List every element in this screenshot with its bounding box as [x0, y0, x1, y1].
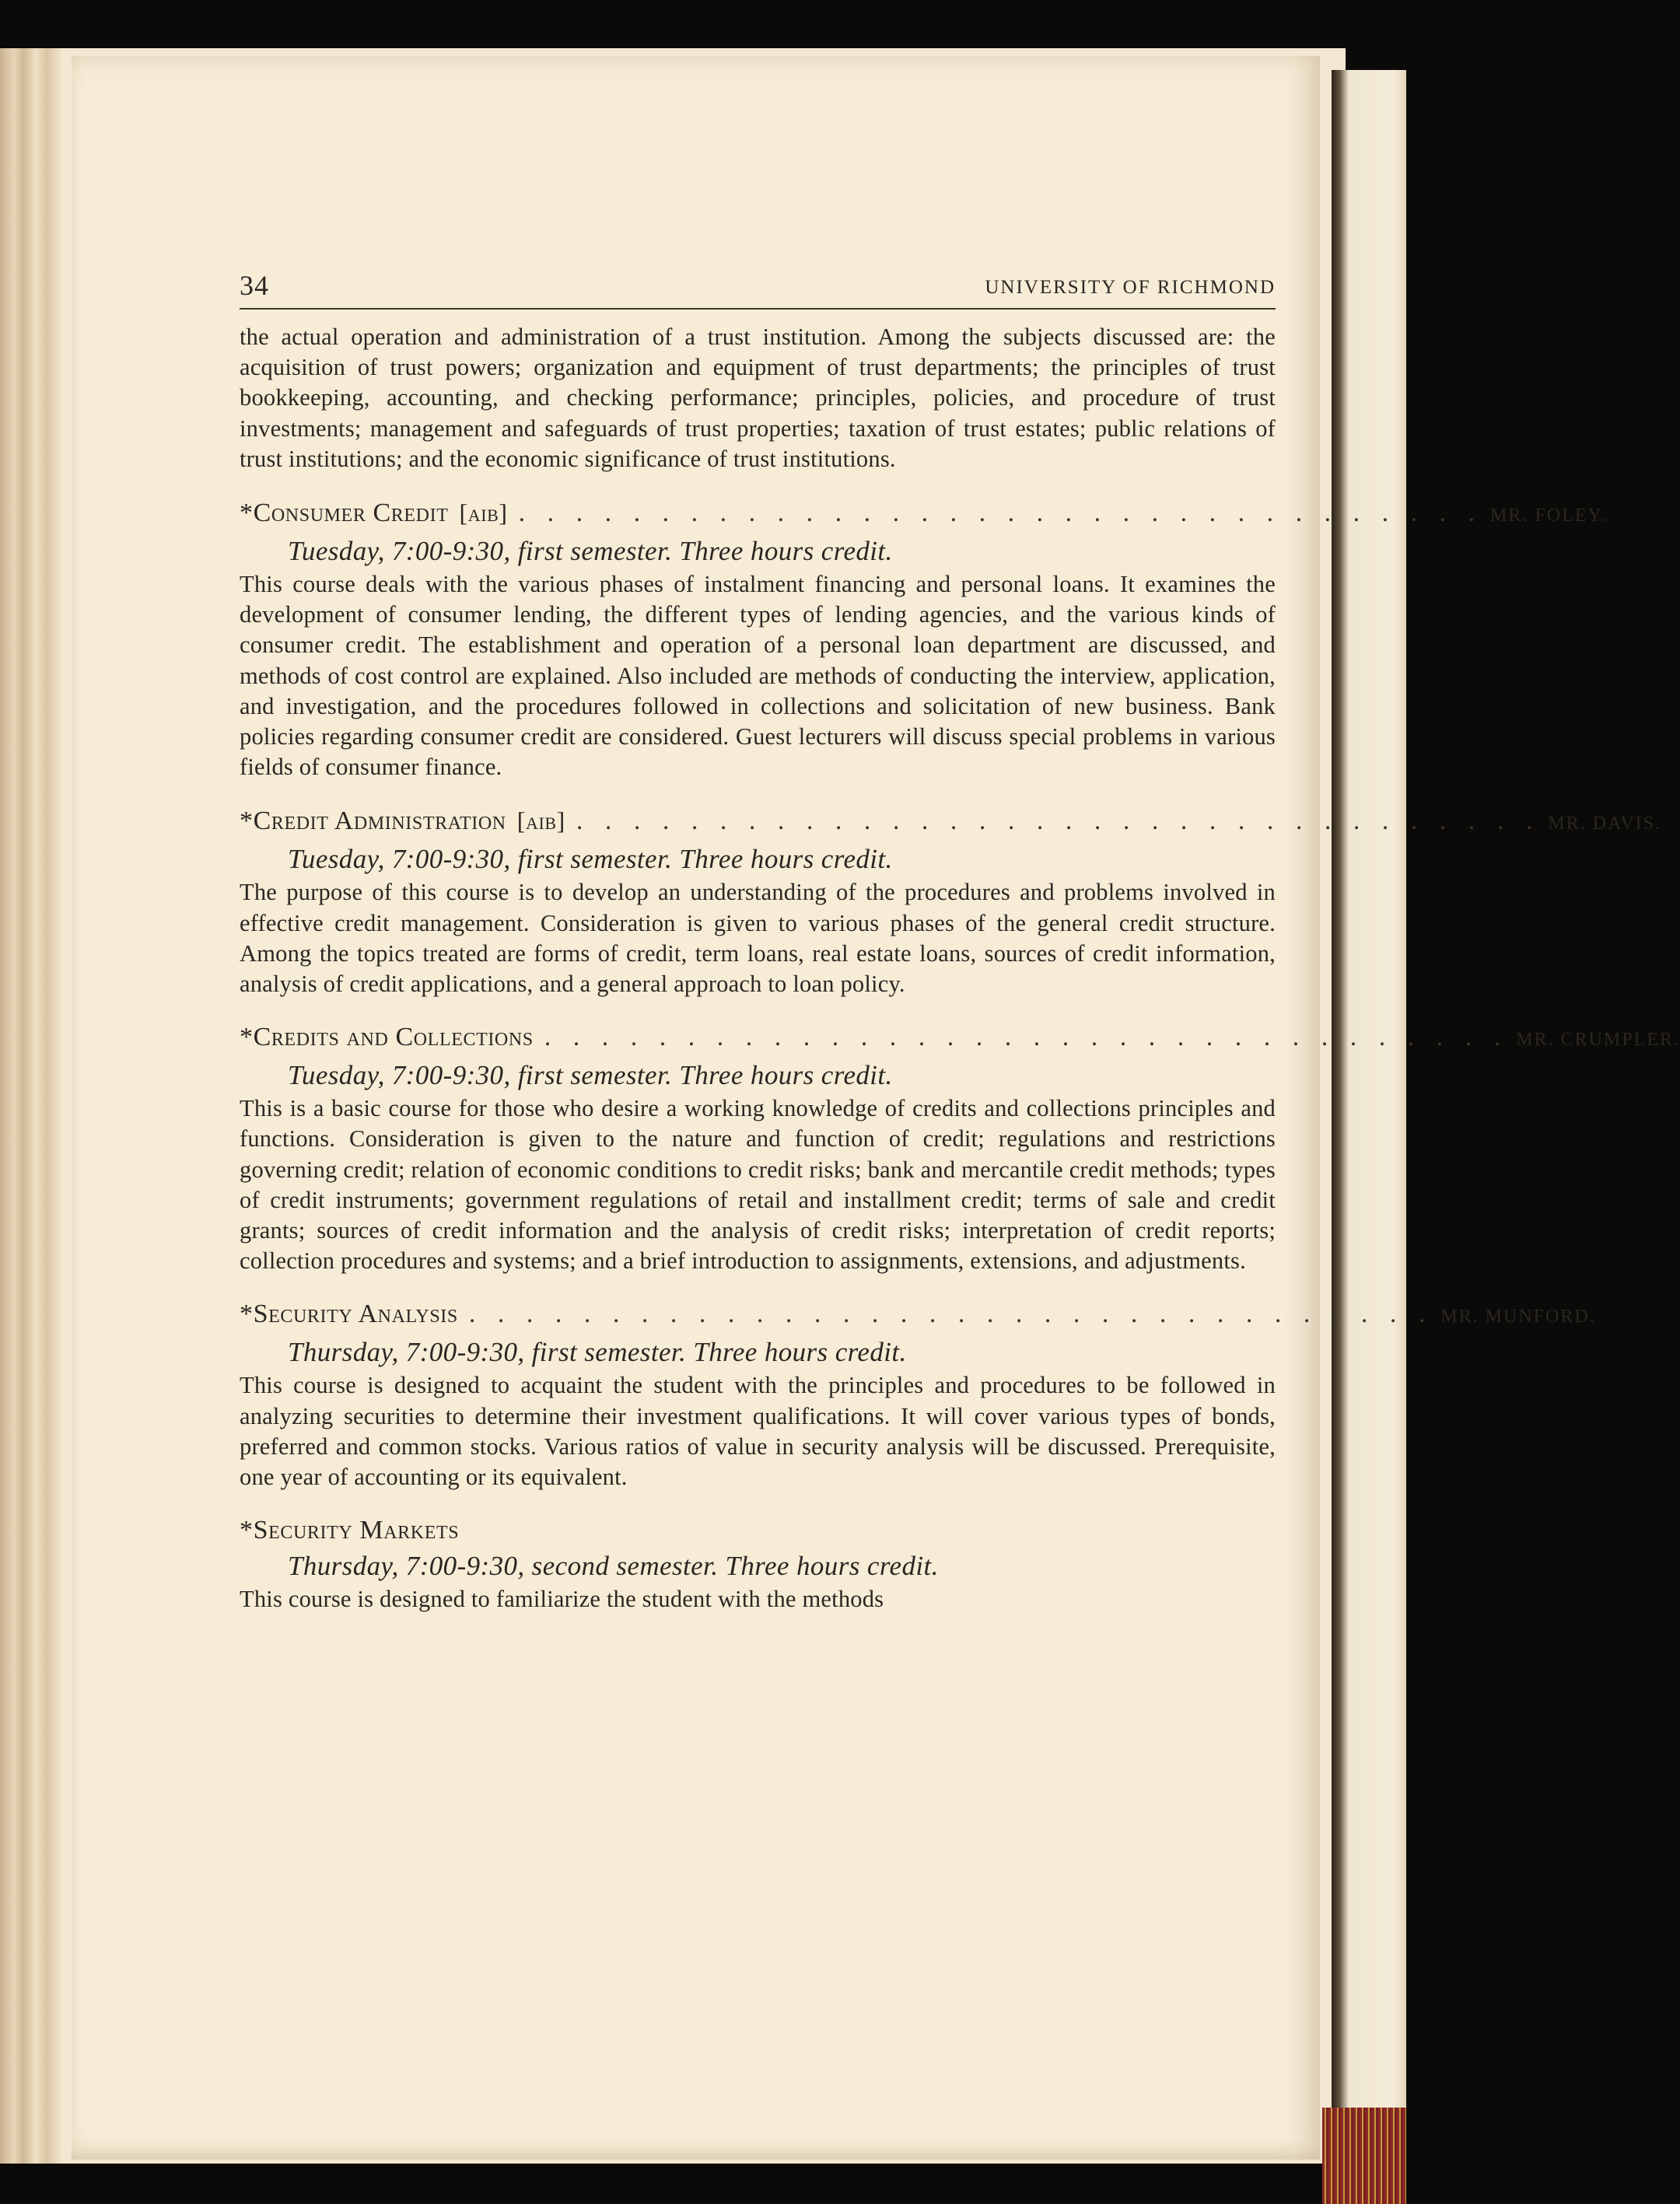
dot-leader: . . . . . . . . . . . . . . . . . . . . . . . . . . . . . . . . . .: [468, 1300, 1433, 1329]
course-schedule: Thursday, 7:00-9:30, second semester. Three hours credit.: [288, 1551, 939, 1582]
course-title: *Security Markets: [240, 1516, 460, 1545]
header-rule: [240, 308, 1276, 310]
running-head: UNIVERSITY OF RICHMOND: [985, 277, 1276, 298]
course-consumer-credit: [240, 495, 1607, 782]
course-description: The purpose of this course is to develop an understanding of the procedures and problems involved in effective credit management. Consideration is given to various phases of the general credit structure. Among the topics treated are forms of credit, term loans, real estate loans, sources of credit information, analysis of credit applications, and a general approach to loan policy.: [240, 879, 1276, 998]
course-schedule: Tuesday, 7:00-9:30, first semester. Three hours credit.: [288, 844, 893, 875]
intro-paragraph: the actual operation and administration of a trust institution. Among the subjects discussed are: the acquisition of trust powers; organization and equipment of trust departments; the principles of trust bookkeeping, accounting, and checking performance; principles, policies, and procedure of trust investments; management and safeguards of trust properties; taxation of trust estates; public relations of trust institutions; and the economic significance of trust institutions.: [240, 324, 1276, 472]
page-number: 34: [240, 270, 269, 301]
course-tag: [aib]: [459, 499, 508, 527]
course-description: This course deals with the various phases of instalment financing and personal loans. It examines the development of consumer lending, the different types of lending agencies, and the various kinds of consumer credit. The establishment and operation of a personal loan department are discussed, and methods of cost control are explained. Also included are methods of conducting the interview, application, and investigation, and the procedures followed in collections and solicitation of new business. Bank policies regarding consumer credit are considered. Guest lecturers will discuss special problems in various fields of consumer finance.: [240, 571, 1276, 781]
dot-leader: . . . . . . . . . . . . . . . . . . . . . . . . . . . . . . . . . .: [518, 499, 1483, 528]
course-title: *Security Analysis: [240, 1300, 458, 1329]
course-heading: [240, 495, 1607, 534]
course-credits-and-collections: [240, 1020, 1680, 1276]
course-instructor: MR. DAVIS.: [1548, 813, 1661, 834]
course-title: *Credits and Collections: [240, 1023, 534, 1052]
course-description: This is a basic course for those who desire a working knowledge of credits and collections principles and functions. Consideration is given to the nature and function of credit; regulations and restrictions governing credit; relation of economic conditions to credit risks; bank and mercantile credit methods; types of credit instruments; government regulations of retail and installment credit; terms of sale and credit grants; sources of credit information and the analysis of credit risks; interpretation of credit reports; collection procedures and systems; and a brief introduction to assignments, extensions, and adjustments.: [240, 1095, 1276, 1275]
course-description: This course is designed to acquaint the student with the principles and procedures to be followed in analyzing securities to determine their investment qualifications. It will cover various types of bonds, preferred and common stocks. Various ratios of value in security analysis will be discussed. Prerequisite, one year of accounting or its equivalent.: [240, 1372, 1276, 1491]
course-credit-administration: [240, 803, 1661, 999]
course-instructor: MR. MUNFORD.: [1440, 1307, 1596, 1328]
course-heading: [240, 1020, 1680, 1058]
facing-page-edge: [1332, 70, 1406, 2170]
book-cover-cloth: [1322, 2108, 1406, 2204]
course-tag: [aib]: [516, 806, 565, 835]
dot-leader: . . . . . . . . . . . . . . . . . . . . . . . . . . . . . . . . . .: [544, 1023, 1509, 1052]
course-schedule: Tuesday, 7:00-9:30, first semester. Three hours credit.: [288, 536, 893, 567]
course-schedule: Thursday, 7:00-9:30, first semester. Three hours credit.: [288, 1337, 907, 1368]
page-header: [240, 264, 1276, 302]
course-instructor: MR. CRUMPLER.: [1516, 1030, 1680, 1051]
course-heading: [240, 1296, 1596, 1335]
dot-leader: . . . . . . . . . . . . . . . . . . . . . . . . . . . . . . . . . .: [576, 806, 1541, 836]
page-content: [240, 264, 1680, 1615]
course-instructor: MR. FOLEY.: [1490, 506, 1607, 527]
course-security-markets: [240, 1513, 1276, 1615]
course-title: *Consumer Credit: [240, 499, 449, 528]
course-heading: [240, 1513, 1276, 1548]
course-heading: [240, 803, 1661, 841]
course-description: This course is designed to familiarize the student with the methods: [240, 1586, 884, 1613]
course-title: *Credit Administration: [240, 806, 506, 836]
course-security-analysis: [240, 1296, 1596, 1492]
course-schedule: Tuesday, 7:00-9:30, first semester. Three hours credit.: [288, 1060, 893, 1091]
